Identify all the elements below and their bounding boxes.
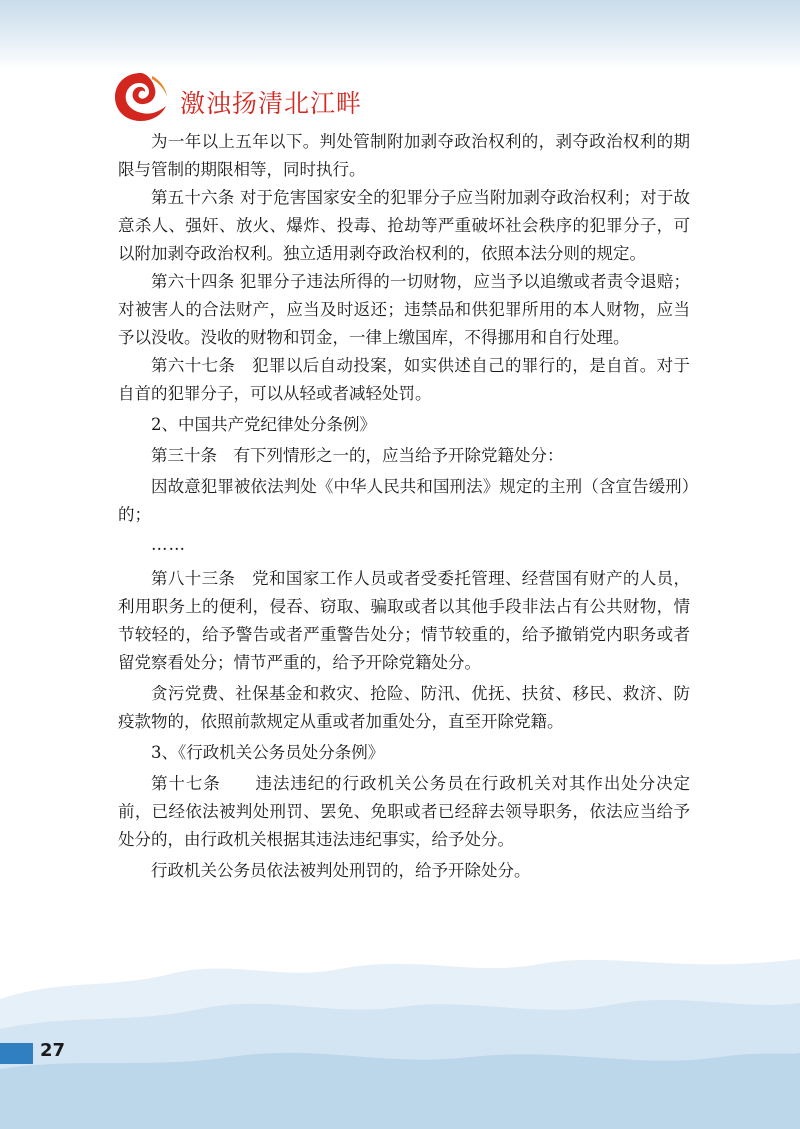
paragraph: 第六十四条 犯罪分子违法所得的一切财物，应当予以追缴或者责令退赔；对被害人的合法财产，应当及时返还；违禁品和供犯罪所用的本人财物，应当予以没收。没收的财物和罚金，一律上缴国库，不得挪用和自行处理。 xyxy=(118,272,690,347)
paragraph: 第十七条 违法违纪的行政机关公务员在行政机关对其作出处分决定前，已经依法被判处刑罚、罢免、免职或者已经辞去领导职务，依法应当给予处分的，由行政机关根据其违法违纪事实，给予处分。 xyxy=(118,774,690,849)
auspicious-cloud-logo-icon xyxy=(112,70,170,124)
page-number: 27 xyxy=(40,1040,66,1061)
section-heading: 3、《行政机关公务员处分条例》 xyxy=(151,743,385,762)
mountain-landscape-decoration xyxy=(0,919,800,1129)
page-number-bar xyxy=(0,1043,33,1064)
header-title: 激浊扬清北江畔 xyxy=(180,89,363,118)
paragraph: 第六十七条 犯罪以后自动投案，如实供述自己的罪行的，是自首。对于自首的犯罪分子，可以从轻或者减轻处罚。 xyxy=(118,356,690,403)
header-gradient xyxy=(0,0,800,70)
article-body xyxy=(118,128,690,885)
section-heading: 2、中国共产党纪律处分条例》 xyxy=(151,415,376,434)
paragraph: 第八十三条 党和国家工作人员或者受委托管理、经营国有财产的人员，利用职务上的便利，侵吞、窃取、骗取或者以其他手段非法占有公共财物，情节较轻的，给予警告或者严重警告处分；情节较重的，给予撤销党内职务或者留党察看处分；情节严重的，给予开除党籍处分。 xyxy=(118,569,690,672)
paragraph: 第五十六条 对于危害国家安全的犯罪分子应当附加剥夺政治权利；对于故意杀人、强奸、放火、爆炸、投毒、抢劫等严重破坏社会秩序的犯罪分子，可以附加剥夺政治权利。独立适用剥夺政治权利的，依照本法分则的规定。 xyxy=(118,188,690,263)
paragraph: 因故意犯罪被依法判处《中华人民共和国刑法》规定的主刑（含宣告缓刑）的； xyxy=(118,477,690,524)
paragraph: 第三十条 有下列情形之一的，应当给予开除党籍处分： xyxy=(151,446,564,465)
paragraph: 行政机关公务员依法被判处刑罚的，给予开除处分。 xyxy=(151,861,531,880)
paragraph: 贪污党费、社保基金和救灾、抢险、防汛、优抚、扶贫、移民、救济、防疫款物的，依照前款规定从重或者加重处分，直至开除党籍。 xyxy=(118,684,690,731)
paragraph: 为一年以上五年以下。判处管制附加剥夺政治权利的，剥夺政治权利的期限与管制的期限相等，同时执行。 xyxy=(118,132,690,179)
ellipsis: …… xyxy=(151,535,186,554)
